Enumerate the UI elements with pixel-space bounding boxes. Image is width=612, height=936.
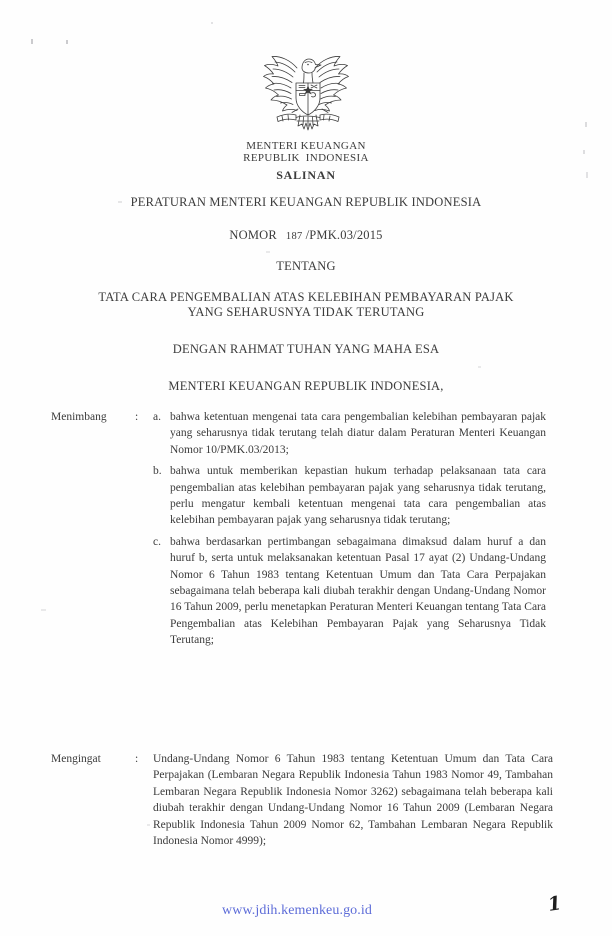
considerations-colon: : [135,411,139,423]
item-marker: b. [153,465,162,478]
source-url-watermark[interactable]: www.jdih.kemenkeu.go.id [222,903,372,918]
item-marker: a. [153,411,161,423]
legal-basis-items [153,751,553,850]
list-item [153,463,546,529]
item-text: Undang-Undang Nomor 6 Tahun 1983 tentang Ketentuan Umum dan Tata Cara Perpajakan (Lembaran Negara Republik Indonesia Tahun 1983 Nomor 49, Tambahan Lembaran Negara Republik Indonesia Nomor 3262) sebagaimana telah beberapa kali diubah terakhir dengan Undang-Undang Nomor 16 Tahun 2009 (Lembaran Negara Republik Indonesia Tahun 2009 Nomor 62, Tambahan Lembaran Negara Republik Indonesia Nomor 4999); [153,753,553,848]
copy-stamp-salinan: SALINAN [276,168,336,182]
regulation-number-line [0,228,612,243]
list-item [153,751,553,849]
number-label: NOMOR [229,228,277,242]
considerations-block [40,409,546,650]
number-suffix: /PMK.03/2015 [305,228,383,242]
scan-artifact [31,39,33,44]
legal-basis-label: Mengingat [51,753,101,765]
scan-artifact [66,40,68,44]
scan-artifact [266,251,270,253]
subject-line-1: TATA CARA PENGEMBALIAN ATAS KELEBIHAN PEMBAYARAN PAJAK [98,290,514,304]
list-item [153,534,546,649]
item-text: bahwa berdasarkan pertimbangan sebagaimana dimaksud dalam huruf a dan huruf b, serta untuk melaksanakan ketentuan Pasal 17 ayat (2) Undang-Undang Nomor 6 Tahun 1983 tentang Ketentuan Umum dan Tata Cara Perpajakan sebagaimana telah beberapa kali diubah terakhir dengan Undang-Undang Nomor 16 Tahun 2009, perlu menetapkan Peraturan Menteri Keuangan tentang Tata Cara Pengembalian atas Kelebihan Pembayaran Pajak yang Seharusnya Tidak Terutang; [170,535,546,647]
regulation-title: PERATURAN MENTERI KEUANGAN REPUBLIK INDONESIA [130,195,482,209]
list-item [153,409,546,458]
issuer-line: MENTERI KEUANGAN REPUBLIK INDONESIA, [168,379,444,393]
legal-basis-colon: : [135,753,139,765]
ministry-line-1: MENTERI KEUANGAN [246,140,366,152]
scan-artifact [478,366,481,368]
considerations-label: Menimbang [51,411,107,423]
subject-line-2: YANG SEHARUSNYA TIDAK TERUTANG [187,305,425,319]
garuda-pancasila-emblem [0,46,612,141]
blessing-line: DENGAN RAHMAT TUHAN YANG MAHA ESA [172,342,440,356]
ministry-republic: REPUBLIK [243,152,300,164]
ministry-line-2 [0,152,612,164]
about-label: TENTANG [276,259,336,273]
legal-basis-block [40,751,553,850]
handwritten-page-number: 1 [546,892,563,916]
number-value: 187 [285,231,303,242]
considerations-items [153,409,546,650]
item-text: bahwa untuk memberikan kepastian hukum terhadap pelaksanaan tata cara pengembalian atas kelebihan pembayaran pajak yang seharusnya tidak terutang, perlu mengatur kembali ketentuan mengenai tata cara pengembalian atas kelebihan pembayaran pajak yang seharusnya tidak terutang; [170,465,546,527]
item-text: bahwa ketentuan mengenai tata cara pengembalian kelebihan pembayaran pajak yang seharusnya tidak terutang telah diatur dalam Peraturan Menteri Keuangan Nomor 10/PMK.03/2013; [170,411,546,456]
ministry-indonesia: INDONESIA [305,152,369,164]
scan-artifact [211,22,213,24]
item-marker: c. [153,535,161,548]
